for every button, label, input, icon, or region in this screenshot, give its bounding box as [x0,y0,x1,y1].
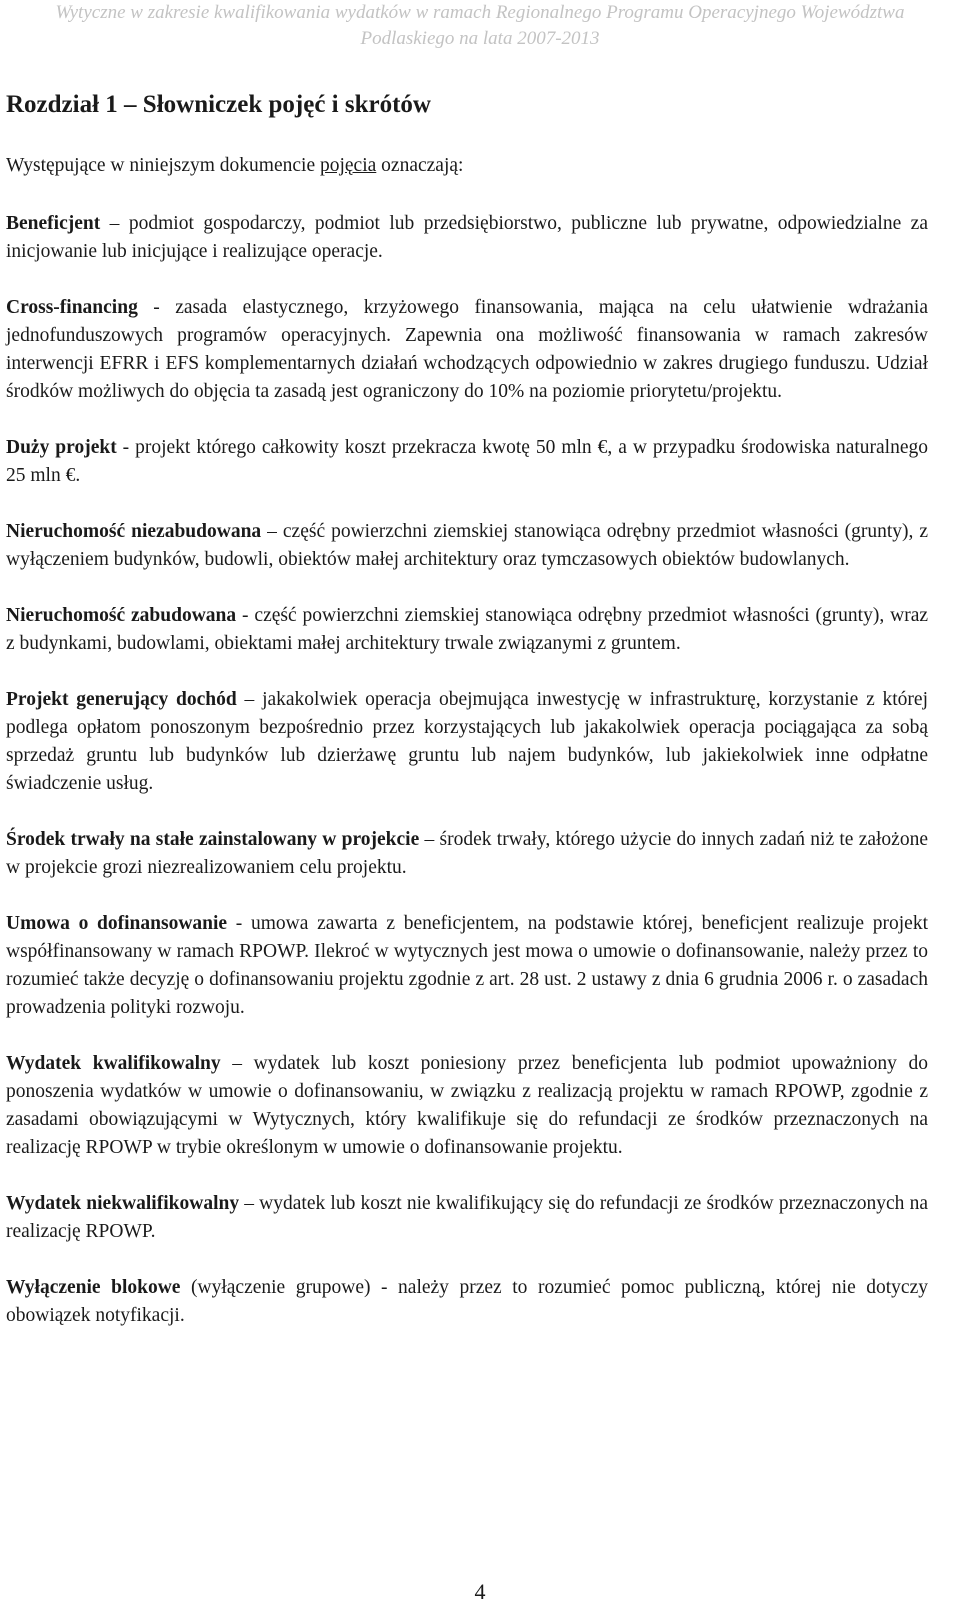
definition-term: Środek trwały na stałe zainstalowany w projekcie [6,829,420,850]
intro-paragraph [6,152,928,180]
definition-nieruchomosc-niezabudowana [6,518,928,574]
definition-projekt-generujacy-dochod [6,686,928,798]
definition-term: Projekt generujący dochód [6,689,237,710]
chapter-title: Rozdział 1 – Słowniczek pojęć i skrótów [6,91,431,118]
definition-text: (wyłączenie grupowe) - należy przez to rozumieć pomoc publiczną, której nie dotyczy obowiązek notyfikacji. [6,1277,928,1326]
page-number: 4 [474,1579,486,1604]
definition-srodek-trwaly [6,826,928,882]
definition-duzy-projekt [6,434,928,490]
intro-term-underlined: pojęcia [319,155,377,176]
definition-term: Wyłączenie blokowe [6,1277,181,1298]
definition-wydatek-kwalifikowalny [6,1050,928,1162]
definition-nieruchomosc-zabudowana [6,602,928,658]
definition-term: Duży projekt [6,437,117,458]
definition-text: - zasada elastycznego, krzyżowego finansowania, mająca na celu ułatwienie wdrażania jednofunduszowych programów operacyjnych. Zapewnia ona możliwość finansowania w ramach zakresów interwencji EFRR i EFS komplementarnych działań wchodzących odpowiednio w zakres drugiego funduszu. Udział środków możliwych do objęcia ta zasadą jest ograniczony do 10% na poziomie priorytetu/projektu. [6,297,928,402]
definition-text: – środek trwały, którego użycie do innych zadań niż te założone w projekcie grozi niezrealizowaniem celu projektu. [6,829,928,878]
document-body [6,88,928,1358]
definition-text: – wydatek lub koszt nie kwalifikujący się do refundacji ze środków przeznaczonych na realizację RPOWP. [6,1193,928,1242]
definition-umowa-o-dofinansowanie [6,910,928,1022]
intro-text-before: Występujące w niniejszym dokumencie [6,155,320,176]
intro-text-after: oznaczają: [376,155,464,176]
definition-wylaczenie-blokowe [6,1274,928,1330]
definition-term: Umowa o dofinansowanie [6,913,228,934]
definition-text: - umowa zawarta z beneficjentem, na podstawie której, beneficjent realizuje projekt współfinansowany w ramach RPOWP. Ilekroć w wytycznych jest mowa o umowie o dofinansowanie, należy przez to rozumieć także decyzję o dofinansowaniu projektu zgodnie z art. 28 ust. 2 ustawy z dnia 6 grudnia 2006 r. o zasadach prowadzenia polityki rozwoju. [6,913,929,1018]
definition-text: - część powierzchni ziemskiej stanowiąca odrębny przedmiot własności (grunty), wraz z budynkami, budowlami, obiektami małej architektury trwale związanymi z gruntem. [6,605,928,654]
definition-wydatek-niekwalifikowalny [6,1190,928,1246]
definition-text: - projekt którego całkowity koszt przekracza kwotę 50 mln €, a w przypadku środowiska naturalnego 25 mln €. [6,437,928,486]
definition-term: Cross-financing [6,297,138,318]
running-header-line-2: Podlaskiego na lata 2007-2013 [360,28,600,49]
definition-term: Wydatek kwalifikowalny [6,1053,221,1074]
definition-text: – podmiot gospodarczy, podmiot lub przedsiębiorstwo, publiczne lub prywatne, odpowiedzialne za inicjowanie lub inicjujące i realizujące operacje. [6,213,928,262]
definition-text: – część powierzchni ziemskiej stanowiąca odrębny przedmiot własności (grunty), z wyłączeniem budynków, budowli, obiektów małej architektury oraz tymczasowych obiektów budowlanych. [6,521,928,570]
running-header [0,0,960,52]
definition-term: Nieruchomość zabudowana [6,605,237,626]
definition-term: Beneficjent [6,213,101,234]
definition-text: – wydatek lub koszt poniesiony przez beneficjenta lub podmiot upoważniony do ponoszenia wydatków w umowie o dofinansowaniu, w związku z realizacją projektu w ramach RPOWP, zgodnie z zasadami obowiązującymi w Wytycznych, który kwalifikuje się do refundacji ze środków przeznaczonych na realizację RPOWP w trybie określonym w umowie o dofinansowanie projektu. [6,1053,929,1158]
definition-text: – jakakolwiek operacja obejmująca inwestycję w infrastrukturę, korzystanie z której podlega opłatom ponoszonym bezpośrednio przez korzystających lub jakakolwiek operacja pociągająca za sobą sprzedaż gruntu lub budynków lub dzierżawę gruntu lub najem budynków, lub jakiekolwiek inne odpłatne świadczenie usług. [6,689,929,794]
definition-term: Wydatek niekwalifikowalny [6,1193,240,1214]
definition-term: Nieruchomość niezabudowana [6,521,262,542]
definition-cross-financing [6,294,928,406]
definition-beneficjent [6,210,928,266]
running-header-line-1: Wytyczne w zakresie kwalifikowania wydatków w ramach Regionalnego Programu Operacyjnego Województwa [55,2,905,23]
